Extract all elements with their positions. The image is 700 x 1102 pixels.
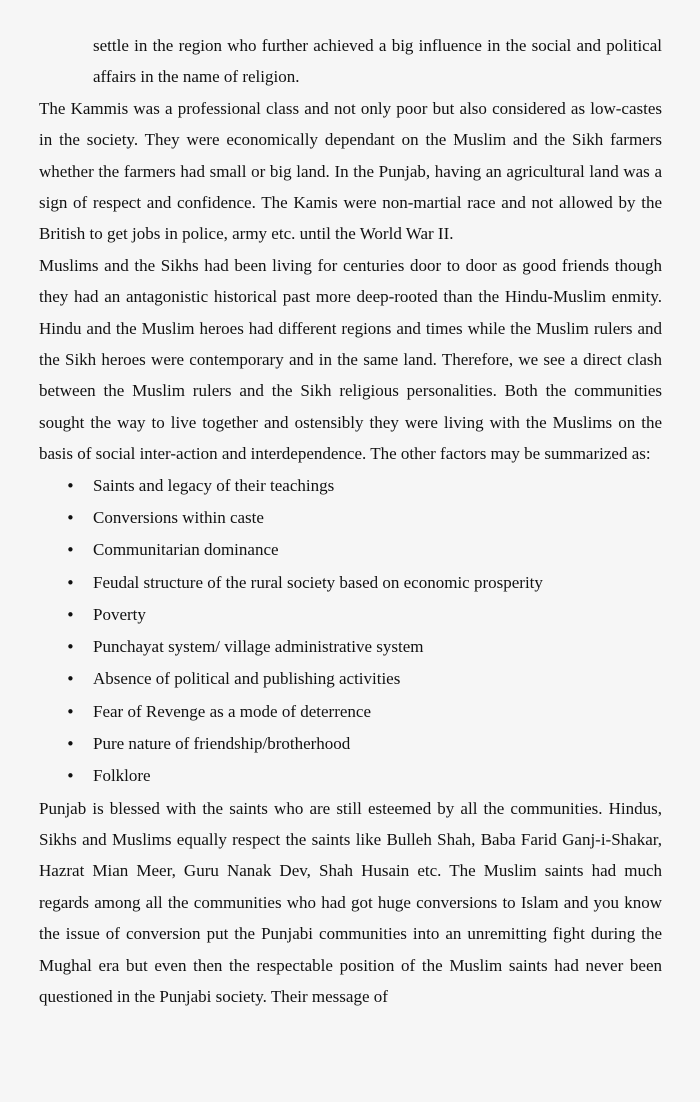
paragraph-continuation: settle in the region who further achieved a big influence in the social and political affairs in the name of religion.: [93, 36, 662, 87]
paragraph-kammis: The Kammis was a professional class and not only poor but also considered as low-castes in the society. They were economically dependant on the Muslim and the Sikh farmers whether the farmers had small or big land. In the Punjab, having an agricultural land was a sign of respect and confidence. The Kamis were non-martial race and not allowed by the British to get jobs in police, army etc. until the World War II.: [39, 98, 662, 244]
list-item: • Conversions within caste: [39, 502, 662, 534]
factors-list: [39, 470, 662, 793]
list-item: • Saints and legacy of their teachings: [39, 470, 662, 502]
list-item: • Folklore: [39, 760, 662, 792]
list-item: • Pure nature of friendship/brotherhood: [39, 728, 662, 760]
list-item: • Punchayat system/ village administrative system: [39, 631, 662, 663]
list-item: • Feudal structure of the rural society based on economic prosperity: [39, 567, 662, 599]
list-item: • Absence of political and publishing activities: [39, 663, 662, 695]
paragraph-muslims-sikhs: Muslims and the Sikhs had been living for centuries door to door as good friends though they had an antagonistic historical past more deep-rooted than the Hindu-Muslim enmity. Hindu and the Muslim heroes had different regions and times while the Muslim rulers and the Sikh heroes were contemporary and in the same land. Therefore, we see a direct clash between the Muslim rulers and the Sikh religious personalities. Both the communities sought the way to live together and ostensibly they were living with the Muslims on the basis of social inter-action and interdependence. The other factors may be summarized as:: [39, 255, 662, 464]
list-item: • Fear of Revenge as a mode of deterrence: [39, 696, 662, 728]
list-item: • Poverty: [39, 599, 662, 631]
list-item: • Communitarian dominance: [39, 534, 662, 566]
paragraph-saints: Punjab is blessed with the saints who are still esteemed by all the communities. Hindus, Sikhs and Muslims equally respect the saints like Bulleh Shah, Baba Farid Ganj-i-Shakar, Hazrat Mian Meer, Guru Nanak Dev, Shah Husain etc. The Muslim saints had much regards among all the communities who had got huge conversions to Islam and you know the issue of conversion put the Punjabi communities into an unremitting fight during the Mughal era but even then the respectable position of the Muslim saints had never been questioned in the Punjabi society. Their message of: [39, 798, 662, 1007]
